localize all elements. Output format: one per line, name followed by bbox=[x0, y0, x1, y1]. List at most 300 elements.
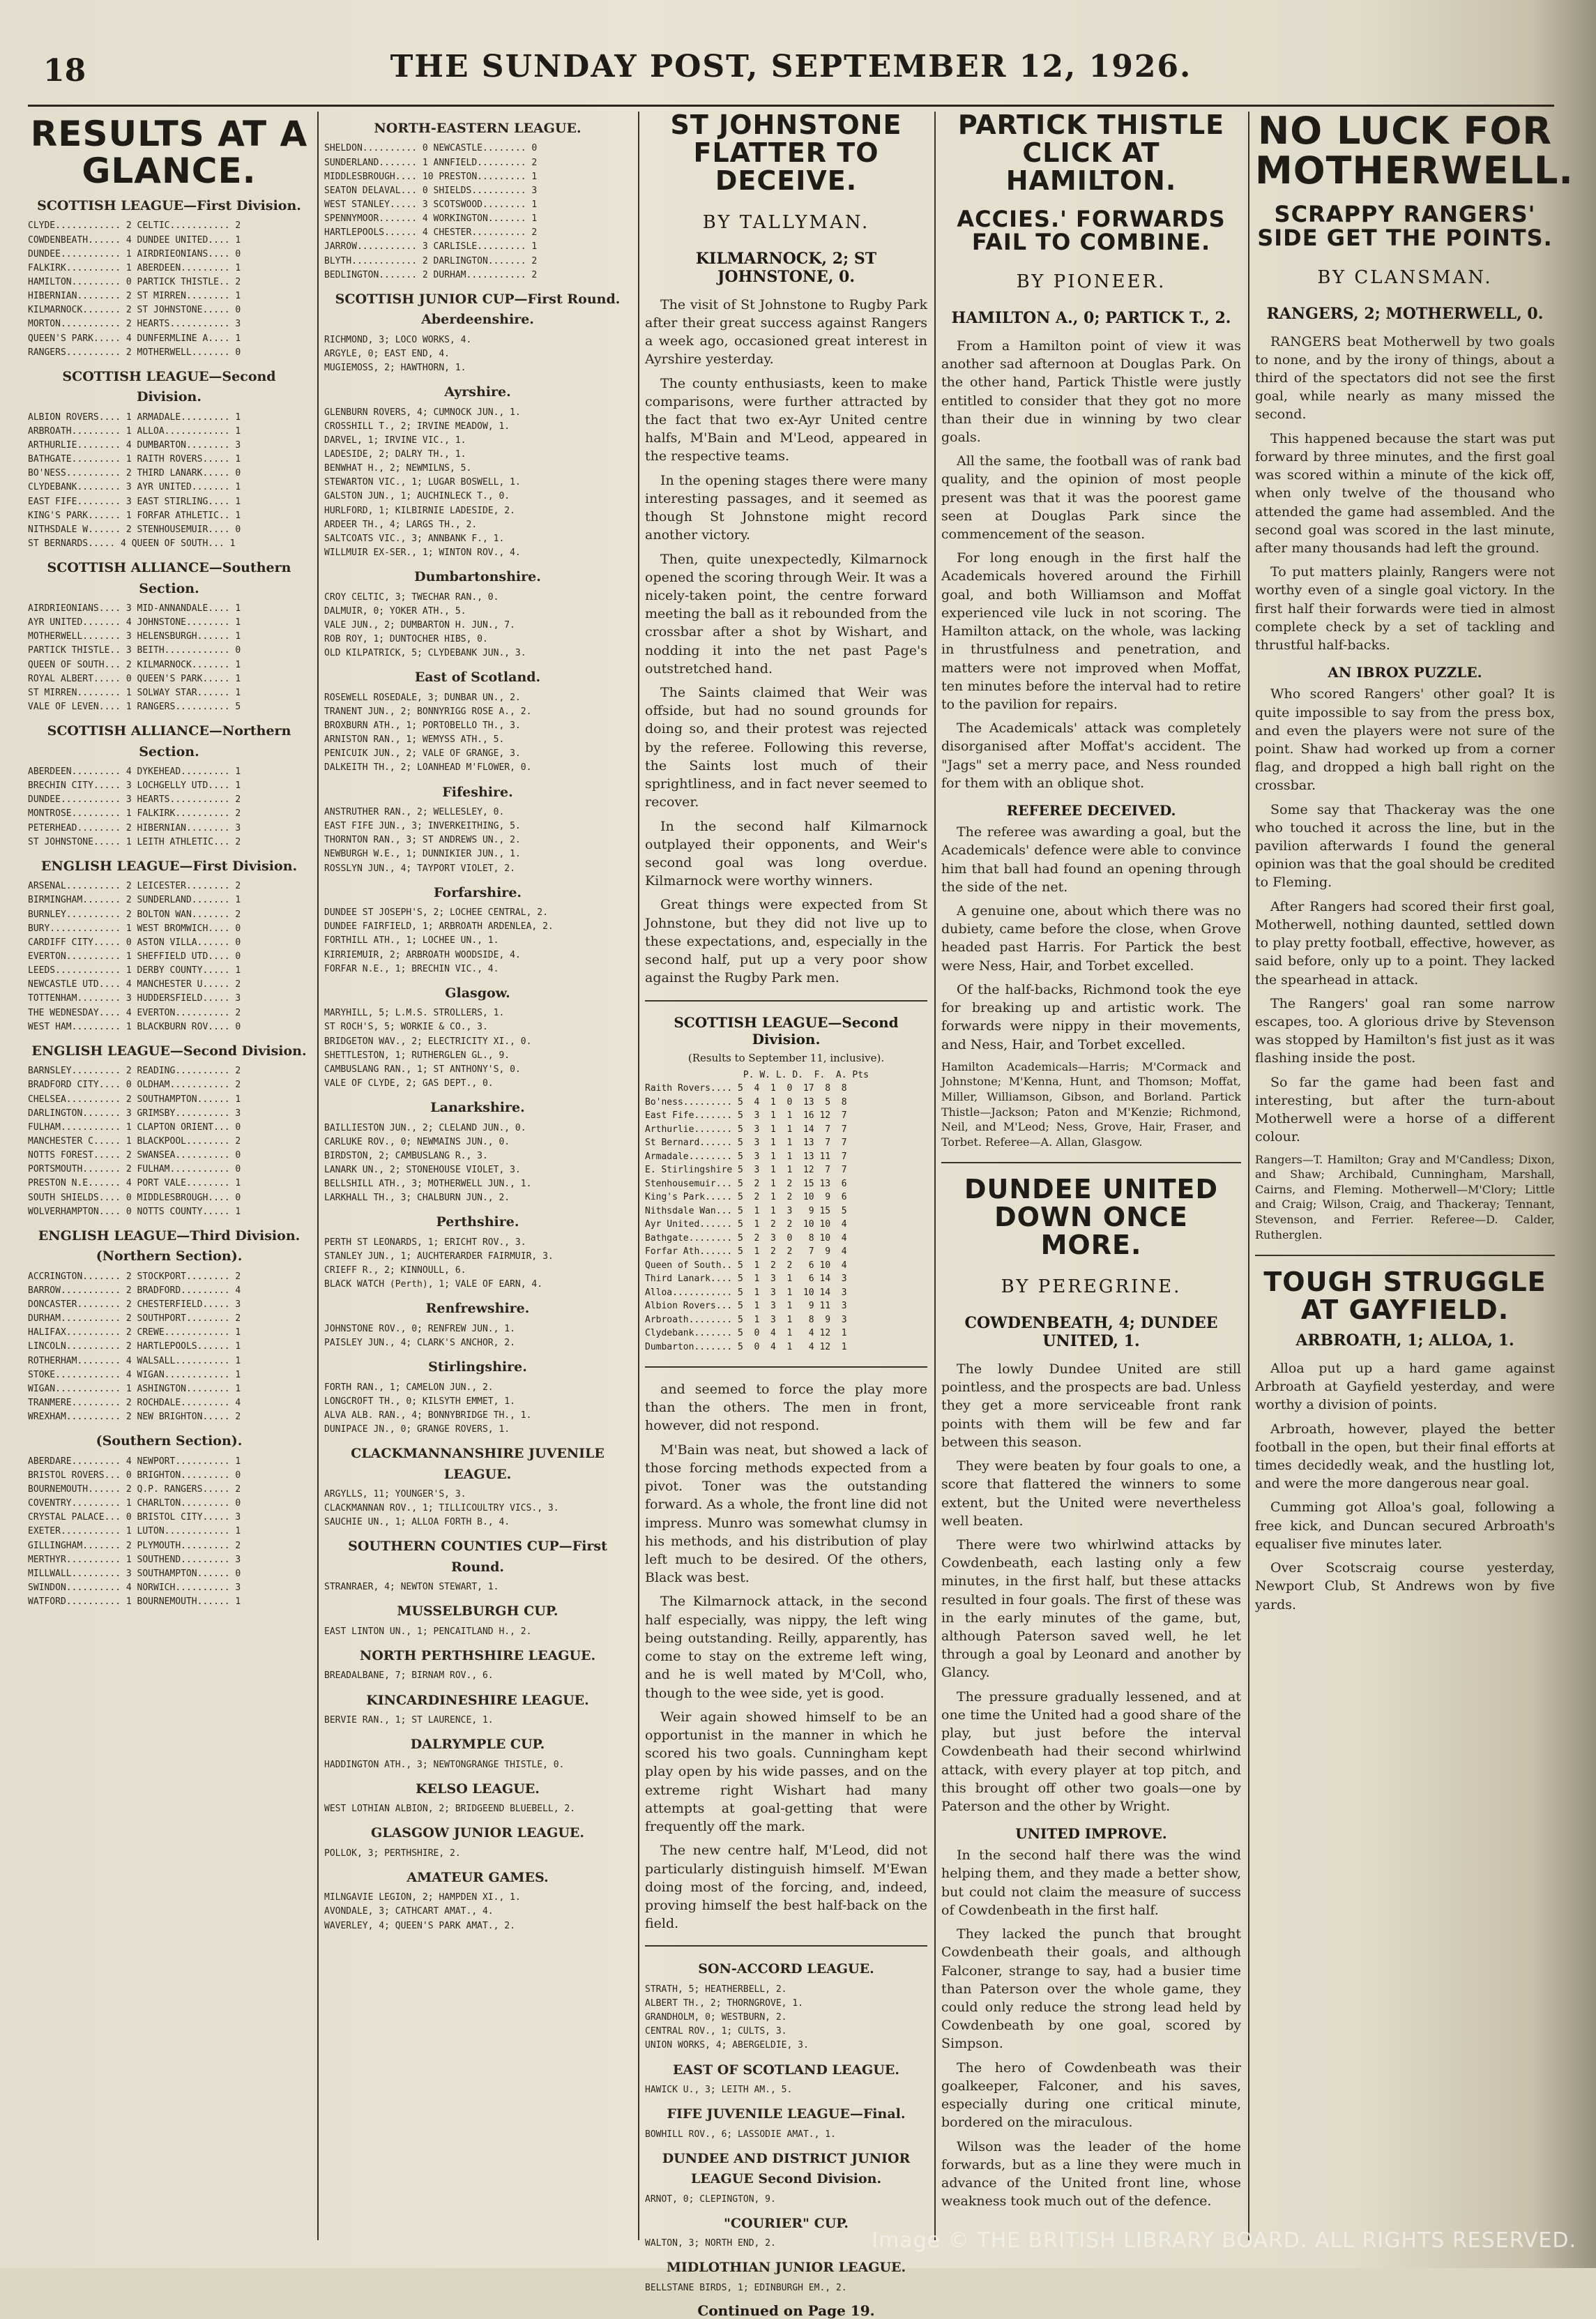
results-section-title: SCOTTISH JUNIOR CUP—First Round. Aberdeenshire. bbox=[335, 291, 621, 328]
result-line: FULHAM........... 1 CLAPTON ORIENT... 0 bbox=[28, 1121, 241, 1133]
results-section-title: MUSSELBURGH CUP. bbox=[397, 1603, 558, 1619]
league-table-title: SCOTTISH LEAGUE—Second Division. bbox=[674, 1013, 899, 1048]
results-section-title: "COURIER" CUP. bbox=[723, 2215, 849, 2231]
result-line: SHELDON.......... 0 NEWCASTLE........ 0 bbox=[324, 143, 538, 154]
divider bbox=[645, 1000, 927, 1002]
results-section-title: East of Scotland. bbox=[414, 670, 541, 686]
results-section-title: GLASGOW JUNIOR LEAGUE. bbox=[370, 1825, 585, 1841]
table-row: Arbroath........ 5 1 3 1 8 9 3 bbox=[645, 1314, 847, 1325]
article-paragraph: Over Scotscraig course yesterday, Newport Club, St Andrews won by five yards. bbox=[1255, 1560, 1555, 1612]
results-section-title: ENGLISH LEAGUE—Third Division. (Northern Section). bbox=[38, 1228, 301, 1264]
result-line: DARVEL, 1; IRVINE VIC., 1. bbox=[324, 435, 466, 446]
league-table bbox=[645, 1082, 927, 1354]
result-line: HAMILTON......... 0 PARTICK THISTLE.. 2 bbox=[28, 277, 241, 287]
result-line: SEATON DELAVAL... 0 SHIELDS.......... 3 bbox=[324, 185, 538, 196]
article-body-3 bbox=[1255, 1359, 1555, 1614]
article-paragraph: The pressure gradually lessened, and at one time the United had a good share of the play, but just before the interval Cowdenbeath had their second whirlwind attack, with every player at top pitch, and this brought off other two goals—one by Paterson and the other by Wright. bbox=[941, 1689, 1241, 1814]
result-line: HIBERNIAN........ 2 ST MIRREN........ 1 bbox=[28, 291, 241, 302]
table-row: East Fife....... 5 3 1 1 16 12 7 bbox=[645, 1110, 847, 1121]
result-line: STOKE............ 4 WIGAN............ 1 bbox=[28, 1369, 241, 1380]
result-line: SAUCHIE UN., 1; ALLOA FORTH B., 4. bbox=[324, 1517, 510, 1528]
article-partick-thistle bbox=[941, 109, 1241, 2247]
results-section-title: SCOTTISH ALLIANCE—Northern Section. bbox=[47, 723, 291, 760]
result-line: PERTH ST LEONARDS, 1; ERICHT ROV., 3. bbox=[324, 1237, 526, 1248]
table-row: Queen of South.. 5 1 2 2 6 10 4 bbox=[645, 1260, 847, 1271]
results-section-title: SCOTTISH ALLIANCE—Southern Section. bbox=[47, 560, 291, 596]
result-line: HADDINGTON ATH., 3; NEWTONGRANGE THISTLE, 0. bbox=[324, 1759, 565, 1770]
table-row: Ayr United...... 5 1 2 2 10 10 4 bbox=[645, 1219, 847, 1230]
result-line: ALBERT TH., 2; THORNGROVE, 1. bbox=[645, 1997, 803, 2009]
result-line: FORTH RAN., 1; CAMELON JUN., 2. bbox=[324, 1382, 494, 1393]
result-line: DALMUIR, 0; YOKER ATH., 5. bbox=[324, 605, 466, 617]
result-line: SUNDERLAND....... 1 ANNFIELD......... 2 bbox=[324, 157, 538, 168]
result-line: WILLMUIR EX-SER., 1; WINTON ROV., 4. bbox=[324, 547, 521, 558]
result-line: HALIFAX.......... 2 CREWE............ 1 bbox=[28, 1327, 241, 1338]
article-headline: NO LUCK FOR MOTHERWELL. bbox=[1255, 109, 1574, 192]
result-line: BRISTOL ROVERS... 0 BRIGHTON......... 0 bbox=[28, 1470, 241, 1481]
table-row: Nithsdale Wan... 5 1 1 3 9 15 5 bbox=[645, 1205, 847, 1216]
results-section-title: ENGLISH LEAGUE—Second Division. bbox=[31, 1043, 307, 1059]
article-paragraph: In the second half there was the wind helping them, and they made a better show, but could not claim the measure of success of Cowdenbeath in the first half. bbox=[941, 1848, 1241, 1918]
result-line: BAILLIESTON JUN., 2; CLELAND JUN., 0. bbox=[324, 1122, 526, 1133]
result-line: ST ROCH'S, 5; WORKIE & CO., 3. bbox=[324, 1022, 488, 1033]
article-paragraph: A genuine one, about which there was no dubiety, came before the close, when Grove headed past Harris. For Partick the best were Ness, Hair, and Torbet excelled. bbox=[941, 902, 1241, 974]
article-body-4 bbox=[941, 1846, 1241, 2210]
result-line: SPENNYMOOR....... 4 WORKINGTON....... 1 bbox=[324, 213, 538, 225]
result-line: ACCRINGTON....... 2 STOCKPORT........ 2 bbox=[28, 1271, 241, 1282]
result-line: ROSEWELL ROSEDALE, 3; DUNBAR UN., 2. bbox=[324, 692, 521, 703]
result-line: CENTRAL ROV., 1; CULTS, 3. bbox=[645, 2026, 787, 2037]
table-row: King's Park..... 5 2 1 2 10 9 6 bbox=[645, 1192, 847, 1203]
result-line: ARDEER TH., 4; LARGS TH., 2. bbox=[324, 519, 478, 530]
article-paragraph: The visit of St Johnstone to Rugby Park after their great success against Rangers a week ago, occasioned great interest in Ayrshire yesterday. bbox=[645, 296, 927, 368]
result-line: ST BERNARDS..... 4 QUEEN OF SOUTH... 1 bbox=[28, 538, 236, 549]
result-line: CLACKMANNAN ROV., 1; TILLICOULTRY VICS., 3. bbox=[324, 1503, 559, 1514]
result-line: EAST FIFE JUN., 3; INVERKEITHING, 5. bbox=[324, 821, 521, 832]
article-byline: BY TALLYMAN. bbox=[702, 211, 870, 233]
result-line: CAMBUSLANG RAN., 1; ST ANTHONY'S, 0. bbox=[324, 1064, 521, 1075]
divider bbox=[1255, 1255, 1555, 1256]
result-line: MERTHYR.......... 1 SOUTHEND......... 3 bbox=[28, 1554, 241, 1565]
result-line: LANARK UN., 2; STONEHOUSE VIOLET, 3. bbox=[324, 1164, 521, 1175]
results-section-title: NORTH-EASTERN LEAGUE. bbox=[374, 121, 582, 136]
article-headline-2: TOUGH STRUGGLE AT GAYFIELD. bbox=[1263, 1267, 1546, 1325]
result-line: BENWHAT H., 2; NEWMILNS, 5. bbox=[324, 463, 472, 474]
result-line: GRANDHOLM, 0; WESTBURN, 2. bbox=[645, 2012, 787, 2023]
result-line: COWDENBEATH...... 4 DUNDEE UNITED.... 1 bbox=[28, 234, 241, 246]
result-line: BROXBURN ATH., 1; PORTOBELLO TH., 3. bbox=[324, 720, 521, 731]
article-body bbox=[645, 296, 927, 988]
masthead bbox=[28, 21, 1554, 107]
result-line: DALKEITH TH., 2; LOANHEAD M'FLOWER, 0. bbox=[324, 762, 532, 773]
result-line: TRANENT JUN., 2; BONNYRIGG ROSE A., 2. bbox=[324, 706, 532, 717]
table-row: Alloa........... 5 1 3 1 10 14 3 bbox=[645, 1287, 847, 1298]
team-lineups: Hamilton Academicals—Harris; M'Cormack and Johnstone; M'Kenna, Hunt, and Thomson; Moffat, Miller, Williamson, Gibson, and Borland. Partick Thistle—Jackson; Paton and M'Kenzie; Richmond, Neil, and M'Leod; Ness, Grove, Hair, Fraser, and Torbet. Referee—A. Allan, Glasgow. bbox=[941, 1059, 1241, 1149]
result-line: ARGYLE, 0; EAST END, 4. bbox=[324, 348, 450, 359]
results-section-title: Lanarkshire. bbox=[430, 1100, 525, 1116]
table-row: Albion Rovers... 5 1 3 1 9 11 3 bbox=[645, 1301, 847, 1312]
table-row: Third Lanark.... 5 1 3 1 6 14 3 bbox=[645, 1274, 847, 1285]
divider bbox=[941, 1162, 1241, 1163]
result-line: BERVIE RAN., 1; ST LAURENCE, 1. bbox=[324, 1715, 494, 1726]
result-line: ARNISTON RAN., 1; WEMYSS ATH., 5. bbox=[324, 734, 505, 746]
result-line: SWINDON.......... 4 NORWICH.......... 3 bbox=[28, 1582, 241, 1593]
article-paragraph: To put matters plainly, Rangers were not worthy even of a single goal victory. In the first half their forwards were tied in almost complete check by a set of tackling and thrustful half-backs. bbox=[1255, 564, 1555, 654]
result-line: DUNIPACE JN., 0; GRANGE ROVERS, 1. bbox=[324, 1423, 510, 1435]
result-line: PRESTON N.E...... 4 PORT VALE........ 1 bbox=[28, 1178, 241, 1189]
results-section-title: MIDLOTHIAN JUNIOR LEAGUE. bbox=[666, 2260, 906, 2276]
article-paragraph: RANGERS beat Motherwell by two goals to none, and by the irony of things, about a third of the spectators did not see the first goal, while nearly as many missed the second. bbox=[1255, 333, 1555, 423]
result-line: BURNLEY.......... 2 BOLTON WAN....... 2 bbox=[28, 909, 241, 920]
result-line: RANGERS.......... 2 MOTHERWELL....... 0 bbox=[28, 347, 241, 358]
results-section-title: SON-ACCORD LEAGUE. bbox=[698, 1961, 874, 1977]
article-paragraph: The lowly Dundee United are still pointless, and the prospects are bad. Unless they get a more serviceable front rank points with them will be few and far between this season. bbox=[941, 1361, 1241, 1450]
article-subheadline: ACCIES.' FORWARDS FAIL TO COMBINE. bbox=[957, 205, 1226, 256]
article-byline: BY PIONEER. bbox=[1016, 271, 1166, 292]
result-line: MOTHERWELL....... 3 HELENSBURGH...... 1 bbox=[28, 631, 241, 642]
result-line: CARDIFF CITY..... 0 ASTON VILLA...... 0 bbox=[28, 937, 241, 948]
result-line: BOURNEMOUTH...... 2 Q.P. RANGERS..... 2 bbox=[28, 1483, 241, 1495]
article-paragraph: They lacked the punch that brought Cowdenbeath their goals, and although Falconer, strange to say, had a busier time than Paterson over the whole game, they could only reduce the strong lead held by Cowdenbeath by one goal, scored by Simpson. bbox=[941, 1926, 1241, 2052]
result-line: RICHMOND, 3; LOCO WORKS, 4. bbox=[324, 334, 472, 345]
result-line: ROSSLYN JUN., 4; TAYPORT VIOLET, 2. bbox=[324, 863, 515, 874]
result-line: BO'NESS.......... 2 THIRD LANARK..... 0 bbox=[28, 468, 241, 479]
article-paragraph: For long enough in the first half the Academicals hovered around the Firhill goal, and both Williamson and Moffat experienced vile luck in not scoring. The Hamilton attack, on the whole, was lacking in thrustfulness and penetration, and matters were not improved when Moffat, ten minutes before the interval had to retire to the pavilion for repairs. bbox=[941, 550, 1241, 713]
article-paragraph: Alloa put up a hard game against Arbroath at Gayfield yesterday, and were worthy a division of points. bbox=[1255, 1360, 1555, 1413]
result-line: VALE OF CLYDE, 2; GAS DEPT., 0. bbox=[324, 1078, 494, 1089]
result-line: ROYAL ALBERT..... 0 QUEEN'S PARK..... 1 bbox=[28, 673, 241, 684]
results-section-title: Ayrshire. bbox=[444, 384, 511, 400]
result-line: STANLEY JUN., 1; AUCHTERARDER FAIRMUIR, 3. bbox=[324, 1251, 554, 1262]
results-section-title: CLACKMANNANSHIRE JUVENILE LEAGUE. bbox=[351, 1446, 605, 1482]
result-line: NEWBURGH W.E., 1; DUNNIKIER JUN., 1. bbox=[324, 849, 521, 860]
results-section-title: NORTH PERTHSHIRE LEAGUE. bbox=[359, 1648, 596, 1663]
article-headline: ST JOHNSTONE FLATTER TO DECEIVE. bbox=[670, 109, 902, 196]
article-body bbox=[1255, 333, 1555, 655]
result-line: STRANRAER, 4; NEWTON STEWART, 1. bbox=[324, 1582, 499, 1593]
table-row: Armadale........ 5 3 1 1 13 11 7 bbox=[645, 1151, 847, 1162]
result-line: DONCASTER........ 2 CHESTERFIELD..... 3 bbox=[28, 1299, 241, 1310]
result-line: CROSSHILL T., 2; IRVINE MEADOW, 1. bbox=[324, 421, 510, 432]
article-paragraph: Then, quite unexpectedly, Kilmarnock opened the scoring through Weir. It was a nicely-taken point, the centre forward meeting the ball as it rebounded from the crossbar after a shot by Wishart, and nodding it into the net past Page's outstretched hand. bbox=[645, 551, 927, 677]
result-line: WEST HAM......... 1 BLACKBURN ROV.... 0 bbox=[28, 1021, 241, 1032]
article-paragraph: Great things were expected from St Johnstone, but they did not live up to these expectations, and, especially in the second half, put up a very poor show against the Rugby Park men. bbox=[645, 897, 927, 986]
article-subsection: AN IBROX PUZZLE. bbox=[1328, 664, 1482, 681]
result-line: BLACK WATCH (Perth), 1; VALE OF EARN, 4. bbox=[324, 1279, 543, 1290]
results-column-1 bbox=[28, 112, 310, 2247]
results-section-title: Stirlingshire. bbox=[428, 1359, 527, 1375]
result-line: LONGCROFT TH., 0; KILSYTH EMMET, 1. bbox=[324, 1396, 515, 1407]
results-section-title: SCOTTISH LEAGUE—Second Division. bbox=[62, 368, 276, 405]
table-row: Raith Rovers.... 5 4 1 0 17 8 8 bbox=[645, 1083, 847, 1094]
result-line: OLD KILPATRICK, 5; CLYDEBANK JUN., 3. bbox=[324, 648, 526, 659]
article-paragraph: The Saints claimed that Weir was offside, but had no sound grounds for doing so, and their protest was rejected by the referee. Following this reverse, the Saints lost much of their sprightliness, and in fact never seemed to recover. bbox=[645, 685, 927, 810]
results-section-title: EAST OF SCOTLAND LEAGUE. bbox=[673, 2062, 899, 2078]
result-line: FORFAR N.E., 1; BRECHIN VIC., 4. bbox=[324, 963, 499, 974]
result-line: CLYDEBANK........ 3 AYR UNITED....... 1 bbox=[28, 482, 241, 493]
result-line: WEST LOTHIAN ALBION, 2; BRIDGEEND BLUEBELL, 2. bbox=[324, 1804, 576, 1815]
result-line: THORNTON RAN., 3; ST ANDREWS UN., 2. bbox=[324, 835, 521, 846]
result-line: MUGIEMOSS, 2; HAWTHORN, 1. bbox=[324, 363, 466, 373]
article-paragraph: This happened because the start was put forward by three minutes, and the first goal was scored within a minute of the kick off, when only twelve of the thousand who attended the game had assembled. And the second goal was scored in the last minute, after many thousands had left the ground. bbox=[1255, 430, 1555, 556]
result-line: BRECHIN CITY..... 3 LOCHGELLY UTD.... 1 bbox=[28, 780, 241, 792]
result-line: BELLSTANE BIRDS, 1; EDINBURGH EM., 2. bbox=[645, 2282, 847, 2293]
results-section-title: Fifeshire. bbox=[442, 784, 513, 800]
match-score-2: ARBROATH, 1; ALLOA, 1. bbox=[1295, 1331, 1514, 1350]
match-score: KILMARNOCK, 2; ST JOHNSTONE, 0. bbox=[695, 249, 877, 286]
result-line: BREADALBANE, 7; BIRNAM ROV., 6. bbox=[324, 1670, 494, 1682]
result-line: WIGAN............ 1 ASHINGTON........ 1 bbox=[28, 1383, 241, 1394]
result-line: MILLWALL......... 3 SOUTHAMPTON...... 0 bbox=[28, 1568, 241, 1579]
article-paragraph: All the same, the football was of rank bad quality, and the opinion of most people present was that it was the poorest game seen at Douglas Park since the commencement of the season. bbox=[941, 453, 1241, 543]
table-row: E. Stirlingshire 5 3 1 1 12 7 7 bbox=[645, 1165, 847, 1176]
result-line: AYR UNITED....... 4 JOHNSTONE........ 1 bbox=[28, 617, 241, 628]
article-paragraph: The new centre half, M'Leod, did not particularly distinguish himself. M'Ewan doing most of the forcing, and, indeed, proving himself the best half-back on the field. bbox=[645, 1843, 927, 1932]
result-line: DUNDEE........... 1 AIRDRIEONIANS.... 0 bbox=[28, 248, 241, 259]
results-section-title: ENGLISH LEAGUE—First Division. bbox=[40, 858, 298, 874]
article-paragraph: The county enthusiasts, keen to make comparisons, were further attracted by the fact that two ex-Ayr United centre halfs, M'Bain and M'Leod, appeared in the respective teams. bbox=[645, 375, 927, 464]
result-line: AVONDALE, 3; CATHCART AMAT., 4. bbox=[324, 1906, 494, 1917]
result-line: FALKIRK.......... 1 ABERDEEN......... 1 bbox=[28, 262, 241, 273]
result-line: PORTSMOUTH....... 2 FULHAM........... 0 bbox=[28, 1164, 241, 1175]
table-row: Stenhousemuir... 5 2 1 2 15 13 6 bbox=[645, 1178, 847, 1189]
result-line: ROTHERHAM........ 4 WALSALL.......... 1 bbox=[28, 1355, 241, 1366]
result-line: MORTON........... 2 HEARTS........... 3 bbox=[28, 319, 241, 330]
article-paragraph: After Rangers had scored their first goal, Motherwell, nothing daunted, settled down to play pretty football, effective, however, as said before, only up to a point. They lacked the spearhead in attack. bbox=[1255, 898, 1555, 988]
article-paragraph: In the second half Kilmarnock outplayed their opponents, and Weir's second goal was long overdue. Kilmarnock were worthy winners. bbox=[645, 818, 927, 889]
result-line: CHELSEA.......... 2 SOUTHAMPTON...... 1 bbox=[28, 1094, 241, 1105]
results-section-title: Perthshire. bbox=[436, 1214, 519, 1230]
result-line: HAWICK U., 3; LEITH AM., 5. bbox=[645, 2084, 793, 2095]
league-table-header: P. W. L. D. F. A. Pts bbox=[645, 1069, 869, 1080]
result-line: BEDLINGTON....... 2 DURHAM........... 2 bbox=[324, 269, 538, 280]
result-line: ARNOT, 0; CLEPINGTON, 9. bbox=[645, 2193, 776, 2205]
result-line: BRADFORD CITY.... 0 OLDHAM........... 2 bbox=[28, 1080, 241, 1091]
results-section-title: Glasgow. bbox=[445, 985, 510, 1001]
result-line: EAST FIFE........ 3 EAST STIRLING.... 1 bbox=[28, 496, 241, 507]
result-line: SOUTH SHIELDS.... 0 MIDDLESBROUGH.... 0 bbox=[28, 1192, 241, 1203]
result-line: BLYTH............ 2 DARLINGTON....... 2 bbox=[324, 255, 538, 266]
table-row: Forfar Ath...... 5 1 2 2 7 9 4 bbox=[645, 1246, 847, 1257]
result-line: MONTROSE......... 1 FALKIRK.......... 2 bbox=[28, 808, 241, 819]
table-row: Bathgate........ 5 2 3 0 8 10 4 bbox=[645, 1232, 847, 1244]
results-column-2 bbox=[324, 112, 631, 2247]
result-line: VALE OF LEVEN.... 1 RANGERS.......... 5 bbox=[28, 701, 241, 712]
result-line: LEEDS............ 1 DERBY COUNTY..... 1 bbox=[28, 965, 241, 976]
result-line: MIDDLESBROUGH.... 10 PRESTON......... 1 bbox=[324, 171, 538, 182]
result-line: ARGYLLS, 11; YOUNGER'S, 3. bbox=[324, 1488, 466, 1500]
table-row: Bo'ness......... 5 4 1 0 13 5 8 bbox=[645, 1096, 847, 1108]
league-table-note: (Results to September 11, inclusive). bbox=[687, 1051, 885, 1064]
result-line: DUNDEE ST JOSEPH'S, 2; LOCHEE CENTRAL, 2. bbox=[324, 907, 548, 919]
result-line: DUNDEE........... 3 HEARTS........... 2 bbox=[28, 794, 241, 806]
match-score-2: COWDENBEATH, 4; DUNDEE UNITED, 1. bbox=[964, 1313, 1218, 1350]
result-line: ST MIRREN........ 1 SOLWAY STAR...... 1 bbox=[28, 687, 241, 698]
result-line: WEST STANLEY..... 3 SCOTSWOOD........ 1 bbox=[324, 199, 538, 210]
results-headline: RESULTS AT A GLANCE. bbox=[30, 114, 308, 191]
result-line: QUEEN OF SOUTH... 2 KILMARNOCK....... 1 bbox=[28, 659, 241, 670]
result-line: WALTON, 3; NORTH END, 2. bbox=[645, 2238, 776, 2249]
result-line: EXETER........... 1 LUTON............ 1 bbox=[28, 1526, 241, 1537]
results-section-title: (Southern Section). bbox=[96, 1433, 243, 1449]
result-line: ROB ROY, 1; DUNTOCHER HIBS, 0. bbox=[324, 633, 488, 644]
match-score: RANGERS, 2; MOTHERWELL, 0. bbox=[1266, 304, 1544, 323]
result-line: STEWARTON VIC., 1; LUGAR BOSWELL, 1. bbox=[324, 477, 521, 488]
result-line: GLENBURN ROVERS, 4; CUMNOCK JUN., 1. bbox=[324, 407, 521, 418]
article-paragraph: The referee was awarding a goal, but the Academicals' defence were able to convince him that ball had found an opening through the side of the net. bbox=[941, 824, 1241, 895]
article-paragraph: They were beaten by four goals to one, a score that flattered the winners to some extent, but the United were nevertheless well beaten. bbox=[941, 1458, 1241, 1529]
result-line: BURY............. 1 WEST BROMWICH.... 0 bbox=[28, 923, 241, 934]
article-paragraph: The Rangers' goal ran some narrow escapes, too. A glorious drive by Stevenson was stopped by Hamilton's fist just as it was flashing inside the post. bbox=[1255, 995, 1555, 1066]
table-row: Clydebank....... 5 0 4 1 4 12 1 bbox=[645, 1328, 847, 1339]
article-st-johnstone bbox=[645, 109, 927, 2319]
article-body-2 bbox=[941, 823, 1241, 1054]
article-paragraph: and seemed to force the play more than the others. The men in front, however, did not respond. bbox=[645, 1382, 927, 1434]
result-line: CLYDE............ 2 CELTIC........... 2 bbox=[28, 220, 241, 232]
result-line: BIRMINGHAM....... 2 SUNDERLAND....... 1 bbox=[28, 895, 241, 906]
results-list-2 bbox=[324, 119, 631, 1933]
article-headline-2: DUNDEE UNITED DOWN ONCE MORE. bbox=[964, 1174, 1219, 1261]
article-motherwell bbox=[1255, 109, 1574, 2247]
results-section-title: Dumbartonshire. bbox=[414, 569, 541, 585]
article-body-2 bbox=[1255, 685, 1555, 1146]
article-paragraph: So far the game had been fast and interesting, but after the turn-about Motherwell were a horse of a different colour. bbox=[1255, 1074, 1555, 1145]
result-line: MANCHESTER C..... 1 BLACKPOOL........ 2 bbox=[28, 1135, 241, 1147]
article-paragraph: In the opening stages there were many interesting passages, and it seemed as though St Johnstone might record another victory. bbox=[645, 472, 927, 543]
result-line: BATHGATE......... 1 RAITH ROVERS..... 1 bbox=[28, 454, 241, 465]
continued-note: Continued on Page 19. bbox=[697, 2302, 875, 2319]
result-line: COVENTRY......... 1 CHARLTON......... 0 bbox=[28, 1498, 241, 1509]
result-line: PARTICK THISTLE.. 3 BEITH............ 0 bbox=[28, 645, 241, 656]
article-byline-2: BY PEREGRINE. bbox=[1001, 1276, 1182, 1297]
result-line: ARBROATH......... 1 ALLOA............ 1 bbox=[28, 425, 241, 437]
results-section-title: Forfarshire. bbox=[433, 884, 522, 900]
result-line: CRYSTAL PALACE... 0 BRISTOL CITY..... 3 bbox=[28, 1512, 241, 1523]
result-line: WOLVERHAMPTON.... 0 NOTTS COUNTY..... 1 bbox=[28, 1206, 241, 1217]
result-line: QUEEN'S PARK..... 4 DUNFERMLINE A.... 1 bbox=[28, 333, 241, 344]
result-line: HARTLEPOOLS...... 4 CHESTER.......... 2 bbox=[324, 227, 538, 239]
table-row: St Bernard...... 5 3 1 1 13 7 7 bbox=[645, 1138, 847, 1149]
result-line: CARLUKE ROV., 0; NEWMAINS JUN., 0. bbox=[324, 1136, 510, 1147]
result-line: TRANMERE......... 2 ROCHDALE......... 4 bbox=[28, 1397, 241, 1408]
result-line: CRIEFF R., 2; KINNOULL, 6. bbox=[324, 1265, 466, 1276]
result-line: ARTHURLIE........ 4 DUMBARTON........ 3 bbox=[28, 440, 241, 451]
result-line: KILMARNOCK....... 2 ST JOHNSTONE..... 0 bbox=[28, 305, 241, 316]
page-number: 18 bbox=[43, 53, 86, 89]
result-line: CROY CELTIC, 3; TWECHAR RAN., 0. bbox=[324, 591, 499, 603]
result-line: WATFORD.......... 1 BOURNEMOUTH...... 1 bbox=[28, 1596, 241, 1608]
results-section-title: AMATEUR GAMES. bbox=[406, 1869, 549, 1885]
article-body-continued bbox=[645, 1380, 927, 1933]
article-body-3 bbox=[941, 1360, 1241, 1815]
paper-title: THE SUNDAY POST, SEPTEMBER 12, 1926. bbox=[390, 49, 1192, 84]
result-line: LINCOLN.......... 2 HARTLEPOOLS...... 1 bbox=[28, 1341, 241, 1352]
article-paragraph: There were two whirlwind attacks by Cowdenbeath, each lasting only a few minutes, in the first half, but these attacks resulted in four goals. The first of these was in the early minutes of the game, but, although Paterson saved well, he let through a goal by Leonard and another by Glancy. bbox=[941, 1536, 1241, 1681]
result-line: ALVA ALB. RAN., 4; BONNYBRIDGE TH., 1. bbox=[324, 1410, 532, 1421]
result-line: GILLINGHAM....... 2 PLYMOUTH......... 2 bbox=[28, 1540, 241, 1551]
article-paragraph: The Kilmarnock attack, in the second half especially, was nippy, the left wing being outstanding. Reilly, apparently, has come to stay on the extreme left wing, and he is well mated by M'Coll, who, though to the wee side, yet is good. bbox=[645, 1594, 927, 1701]
article-paragraph: Who scored Rangers' other goal? It is quite impossible to say from the press box, and even the players were not sure of the point. Shaw had worked up from a corner flag, and dropped a high ball right on the crossbar. bbox=[1255, 686, 1555, 794]
result-line: BIRDSTON, 2; CAMBUSLANG R., 3. bbox=[324, 1150, 488, 1161]
result-line: ARSENAL.......... 2 LEICESTER........ 2 bbox=[28, 881, 241, 892]
result-line: THE WEDNESDAY.... 4 EVERTON.......... 2 bbox=[28, 1007, 241, 1018]
column-rule bbox=[638, 112, 639, 2240]
article-paragraph: Weir again showed himself to be an opportunist in the manner in which he scored his two goals. Cunningham kept play open by his wide passes, and on the extreme right Wishart had many attempts at goal-getting that were frequently off the mark. bbox=[645, 1709, 927, 1835]
column-rule bbox=[1248, 112, 1249, 2240]
result-line: BARNSLEY......... 2 READING.......... 2 bbox=[28, 1066, 241, 1077]
column-rule bbox=[934, 112, 936, 2240]
column-rule bbox=[317, 112, 319, 2240]
article-paragraph: Some say that Thackeray was the one who touched it across the line, but in the pavilion afterwards I found the general opinion was that the goal should be credited to Fleming. bbox=[1255, 801, 1555, 891]
result-line: KIRRIEMUIR, 2; ARBROATH WOODSIDE, 4. bbox=[324, 949, 521, 960]
result-line: SHETTLESTON, 1; RUTHERGLEN GL., 9. bbox=[324, 1050, 510, 1061]
result-line: WAVERLEY, 4; QUEEN'S PARK AMAT., 2. bbox=[324, 1920, 515, 1931]
result-line: ABERDEEN......... 4 DYKEHEAD......... 1 bbox=[28, 766, 241, 777]
article-paragraph: Arbroath, however, played the better football in the open, but their final efforts at times decidedly weak, and the hustling lot, and were the more dangerous near goal. bbox=[1255, 1421, 1555, 1492]
article-subsection: REFEREE DECEIVED. bbox=[1006, 802, 1176, 819]
result-line: POLLOK, 3; PERTHSHIRE, 2. bbox=[324, 1848, 461, 1859]
divider bbox=[645, 1366, 927, 1368]
result-line: MILNGAVIE LEGION, 2; HAMPDEN XI., 1. bbox=[324, 1892, 521, 1903]
divider bbox=[645, 1945, 927, 1947]
result-line: LADESIDE, 2; DALRY TH., 1. bbox=[324, 449, 466, 460]
result-line: KING'S PARK...... 1 FORFAR ATHLETIC.. 1 bbox=[28, 510, 241, 521]
results-section-title: KELSO LEAGUE. bbox=[416, 1781, 540, 1797]
result-line: EVERTON.......... 1 SHEFFIELD UTD.... 0 bbox=[28, 951, 241, 962]
article-byline: BY CLANSMAN. bbox=[1317, 266, 1493, 288]
result-line: SALTCOATS VIC., 3; ANNBANK F., 1. bbox=[324, 533, 505, 544]
result-line: ST JOHNSTONE..... 1 LEITH ATHLETIC... 2 bbox=[28, 836, 241, 847]
result-line: DUNDEE FAIRFIELD, 1; ARBROATH ARDENLEA, 2. bbox=[324, 921, 554, 932]
article-paragraph: From a Hamilton point of view it was another sad afternoon at Douglas Park. On the other hand, Partick Thistle were justly entitled to consider that they got no more than their due in winning by two clear goals. bbox=[941, 338, 1241, 445]
result-line: JARROW........... 3 CARLISLE......... 1 bbox=[324, 241, 538, 252]
article-headline: PARTICK THISTLE CLICK AT HAMILTON. bbox=[957, 109, 1225, 196]
article-subsection-2: UNITED IMPROVE. bbox=[1015, 1825, 1167, 1843]
table-row: Dumbarton....... 5 0 4 1 4 12 1 bbox=[645, 1341, 847, 1352]
result-line: HURLFORD, 1; KILBIRNIE LADESIDE, 2. bbox=[324, 505, 515, 516]
result-line: GALSTON JUN., 1; AUCHINLECK T., 0. bbox=[324, 491, 510, 502]
result-line: BRIDGETON WAV., 2; ELECTRICITY XI., 0. bbox=[324, 1036, 532, 1047]
result-line: BARROW........... 2 BRADFORD......... 4 bbox=[28, 1285, 241, 1296]
article-paragraph: Of the half-backs, Richmond took the eye for breaking up and artistic work. The forwards were nippy in their movements, and Ness, Hair, and Torbet excelled. bbox=[941, 981, 1241, 1052]
result-line: LARKHALL TH., 3; CHALBURN JUN., 2. bbox=[324, 1193, 510, 1204]
results-section-title: SCOTTISH LEAGUE—First Division. bbox=[37, 198, 301, 213]
result-line: NEWCASTLE UTD.... 4 MANCHESTER U..... 2 bbox=[28, 979, 241, 990]
result-line: VALE JUN., 2; DUMBARTON H. JUN., 7. bbox=[324, 619, 515, 630]
result-line: BOWHILL ROV., 6; LASSODIE AMAT., 1. bbox=[645, 2129, 836, 2140]
team-lineups: Rangers—T. Hamilton; Gray and M'Candless; Dixon, and Shaw; Archibald, Cunningham, Marshall, Cairns, and Fleming. Motherwell—M'Clory; Little and Craig; Wilson, Craig, and Thackeray; Tennant, Stevenson, and Ferrier. Referee—D. Calder, Rutherglen. bbox=[1255, 1152, 1555, 1241]
result-line: DURHAM........... 2 SOUTHPORT........ 2 bbox=[28, 1313, 241, 1324]
result-line: ALBION ROVERS.... 1 ARMADALE......... 1 bbox=[28, 411, 241, 423]
article-paragraph: Wilson was the leader of the home forwards, but as a line they were much in advance of the United front line, whose weakness took much out of the defence. bbox=[941, 2138, 1241, 2210]
result-line: EAST LINTON UN., 1; PENCAITLAND H., 2. bbox=[324, 1626, 532, 1637]
result-line: ABERDARE......... 4 NEWPORT.......... 1 bbox=[28, 1456, 241, 1467]
result-line: NITHSDALE W...... 2 STENHOUSEMUIR.... 0 bbox=[28, 524, 241, 535]
article-paragraph: The hero of Cowdenbeath was their goalkeeper, Falconer, and his saves, especially during one critical minute, bordered on the miraculous. bbox=[941, 2060, 1241, 2131]
results-section-title: DALRYMPLE CUP. bbox=[410, 1737, 545, 1753]
result-line: NOTTS FOREST..... 2 SWANSEA.......... 0 bbox=[28, 1150, 241, 1161]
article-body bbox=[941, 337, 1241, 792]
result-line: WREXHAM.......... 2 NEW BRIGHTON..... 2 bbox=[28, 1412, 241, 1423]
results-section-title: DUNDEE AND DISTRICT JUNIOR LEAGUE Second Division. bbox=[662, 2150, 911, 2187]
result-line: PENICUIK JUN., 2; VALE OF GRANGE, 3. bbox=[324, 748, 521, 760]
result-line: DARLINGTON....... 3 GRIMSBY.......... 3 bbox=[28, 1108, 241, 1119]
results-section-title: SOUTHERN COUNTIES CUP—First Round. bbox=[348, 1539, 607, 1575]
article-paragraph: The Academicals' attack was completely disorganised after Moffat's accident. The "Jags" set a merry pace, and Ness rounded for them with an oblique shot. bbox=[941, 720, 1241, 791]
article-subheadline: SCRAPPY RANGERS' SIDE GET THE POINTS. bbox=[1257, 201, 1553, 251]
result-line: FORTHILL ATH., 1; LOCHEE UN., 1. bbox=[324, 935, 499, 946]
results-section-title: Renfrewshire. bbox=[425, 1301, 530, 1317]
